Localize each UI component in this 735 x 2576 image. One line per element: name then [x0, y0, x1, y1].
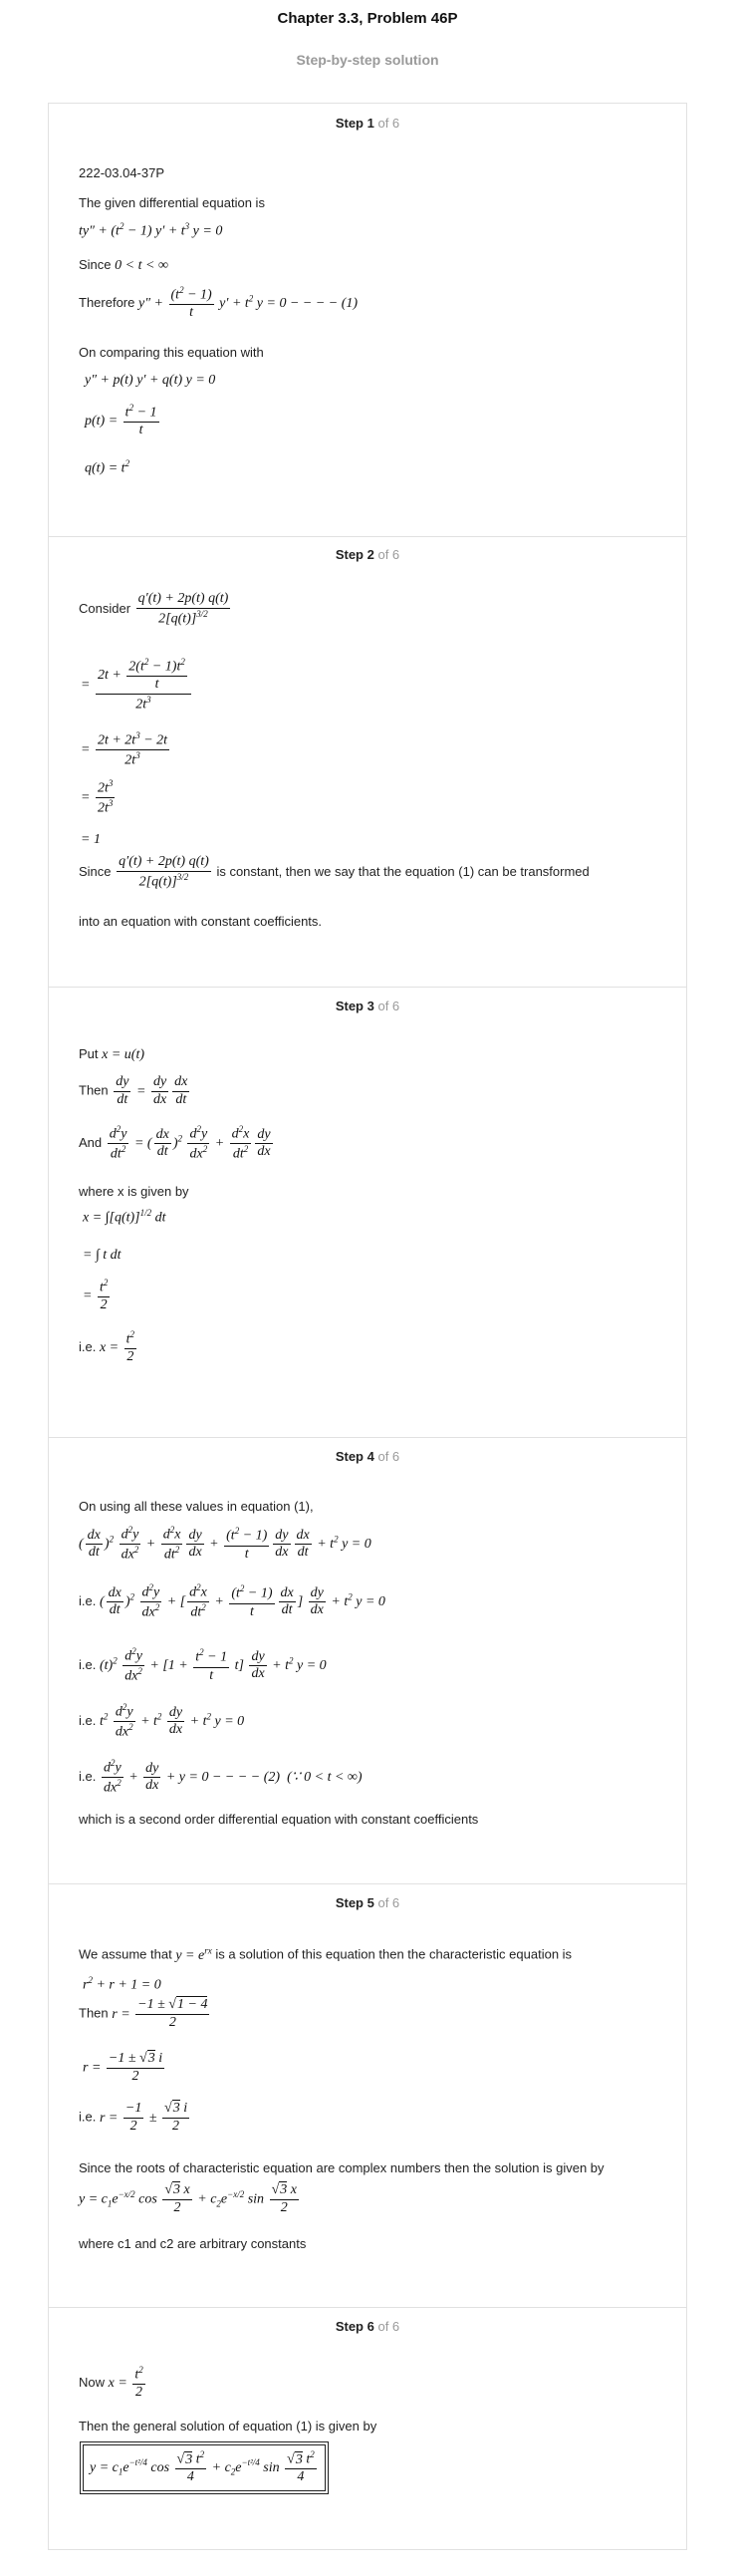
equation: $ty'' + (t^2 - 1) y' + t^3$ y = 0 [79, 221, 223, 239]
equation: y″ + p(t) y′ + q(t) y = 0 [85, 373, 216, 388]
equation: p(t) = $\frac{t^2 - 1}{t}$ [85, 403, 157, 438]
step-3-card: Step 3 of 6 Put x = u(t) Then $\frac{dy}{dt}$ = $\frac{dy}{dx}$ $\frac{dx}{dt}$ And $\frac{d^2y}{dt^2}$ = ( $\frac{dx}{dt}$ )$^2$ $\frac{d^2y}{dx^2}$ + $\frac{d^2x}{dt^2}$ $\frac{dy}{dx}$ where x is given by $x = \int[q(t)]^{1/2}$ dt = ∫ t dt = $\frac{t^2}{2}$ i.e. x = $\frac{t^2}{2}$ [48, 987, 687, 1438]
equation: = $\frac{2t^3}{2t^3}$ [81, 778, 114, 817]
equation: $r^2 + r + 1 = 0$ [83, 1975, 161, 1993]
equation: ( $\frac{dx}{dt}$ )$^2$ $\frac{d^2y}{dx^2}$ + $\frac{d^2x}{dt^2}$ $\frac{dy}{dx}$ + $\frac{(t^2 - 1)}{t}$ $\frac{dy}{dx}$ $\frac{dx}{dt}$ + $t^2$ y = 0 [79, 1525, 371, 1564]
equation: = 2t + $\frac{2(t^2 - 1)t^2}{t}$ $2t^3$ [81, 657, 193, 715]
problem-code: 222-03.04-37P [79, 165, 165, 180]
page-title: Chapter 3.3, Problem 46P [277, 10, 458, 27]
step-6-header: Step 6 of 6 [335, 2319, 400, 2334]
equation: = $\frac{2t + 2t^3 - 2t}{2t^3}$ [81, 730, 168, 769]
page-subtitle: Step-by-step solution [296, 52, 439, 68]
step-5-card: Step 5 of 6 We assume that $y = e^{rx}$ is a solution of this equation then the characteristic equation is $r^2 + r + 1 = 0$ Then r = $\frac{-1 \pm √1 - 4}{2}$ r = $\frac{-1 \pm √3 i}{2}$ i.e. r = $\frac{-1}{2}$ ± $\frac{√3 i}{2}$ Since the roots of characteristic equation are complex numbers then the solution is given by $y = c_1e^{-x/2}$ cos $\frac{√3 x}{2}$ + $c_2e^{-x/2}$ sin $\frac{√3 x}{2}$ where c1 and c2 are arbitrary constants [48, 1883, 687, 2308]
step-1-header: Step 1 of 6 [335, 116, 400, 131]
step-5-header: Step 5 of 6 [335, 1895, 400, 1910]
equation: = ∫ t dt [83, 1248, 122, 1263]
step-2-header: Step 2 of 6 [335, 547, 400, 562]
step-6-card: Step 6 of 6 Now x = $\frac{t^2}{2}$ Then the general solution of equation (1) is given by $y = c_1e^{-t^2/4}$ cos $\frac{√3 t^2}{4}$ + $c_2e^{-t^2/4}$ sin $\frac{√3 t^2}{4}$ [48, 2307, 687, 2550]
equation: $y = c_1e^{-x/2}$ cos $\frac{√3 x}{2}$ + $c_2e^{-x/2}$ sin $\frac{√3 x}{2}$ [79, 2182, 297, 2215]
step-4-header: Step 4 of 6 [335, 1449, 400, 1464]
step-1-card: Step 1 of 6 222-03.04-37P The given differential equation is $ty'' + (t^2 - 1) y' + t^3$ y = 0 Since 0 < t < ∞ Therefore y″ + $\frac{(t^2 - 1)}{t}$ $y' + t^2$ y = 0 − − − − (1) On comparing this equation with y″ + p(t) y′ + q(t) y = 0 p(t) = $\frac{t^2 - 1}{t}$ $q(t) = t^2$ [48, 103, 687, 537]
step-4-card: Step 4 of 6 On using all these values in equation (1), ( $\frac{dx}{dt}$ )$^2$ $\frac{d^2y}{dx^2}$ + $\frac{d^2x}{dt^2}$ $\frac{dy}{dx}$ + $\frac{(t^2 - 1)}{t}$ $\frac{dy}{dx}$ $\frac{dx}{dt}$ + $t^2$ y = 0 i.e. ( $\frac{dx}{dt}$ )$^2$ $\frac{d^2y}{dx^2}$ + [ $\frac{d^2x}{dt^2}$ + $\frac{(t^2 - 1)}{t}$ $\frac{dx}{dt}$ ] $\frac{dy}{dx}$ + $t^2$ y = 0 i.e. $(t)^2$ $\frac{d^2y}{dx^2}$ + [1 + $\frac{t^2 - 1}{t}$ t] $\frac{dy}{dx}$ + $t^2$ y = 0 i.e. $t^2$ $\frac{d^2y}{dx^2}$ + $t^2$ $\frac{dy}{dx}$ + $t^2$ y = 0 i.e. $\frac{d^2y}{dx^2}$ + $\frac{dy}{dx}$ + y = 0 − − − − (2) (∵ 0 < t < ∞) which is a second order differential equation with constant coefficients [48, 1437, 687, 1884]
step-2-card: Step 2 of 6 Consider $\frac{q'(t) + 2p(t) q(t)}{2[q(t)]^{3/2}}$ = 2t + $\frac{2(t^2 - 1)t^2}{t}$ $2t^3$ = $\frac{2t + 2t^3 - 2t}{2t^3}$ = $\frac{2t^3}{2t^3}$ = 1 Since $\frac{q'(t) + 2p(t) q(t)}{2[q(t)]^{3/2}}$ is constant, then we say that the equation (1) can be transformed into an equation with constant coefficients. [48, 535, 687, 988]
step-3-header: Step 3 of 6 [335, 999, 400, 1013]
final-answer-box: $y = c_1e^{-t^2/4}$ cos $\frac{√3 t^2}{4}$ + $c_2e^{-t^2/4}$ sin $\frac{√3 t^2}{4}$ [83, 2444, 326, 2491]
equation: = 1 [81, 832, 101, 847]
equation: = $\frac{t^2}{2}$ [83, 1278, 109, 1313]
equation: r = $\frac{-1 \pm √3 i}{2}$ [83, 2051, 163, 2084]
equation: $q(t) = t^2$ [85, 458, 130, 476]
equation: $x = \int[q(t)]^{1/2}$ dt [83, 1208, 166, 1226]
